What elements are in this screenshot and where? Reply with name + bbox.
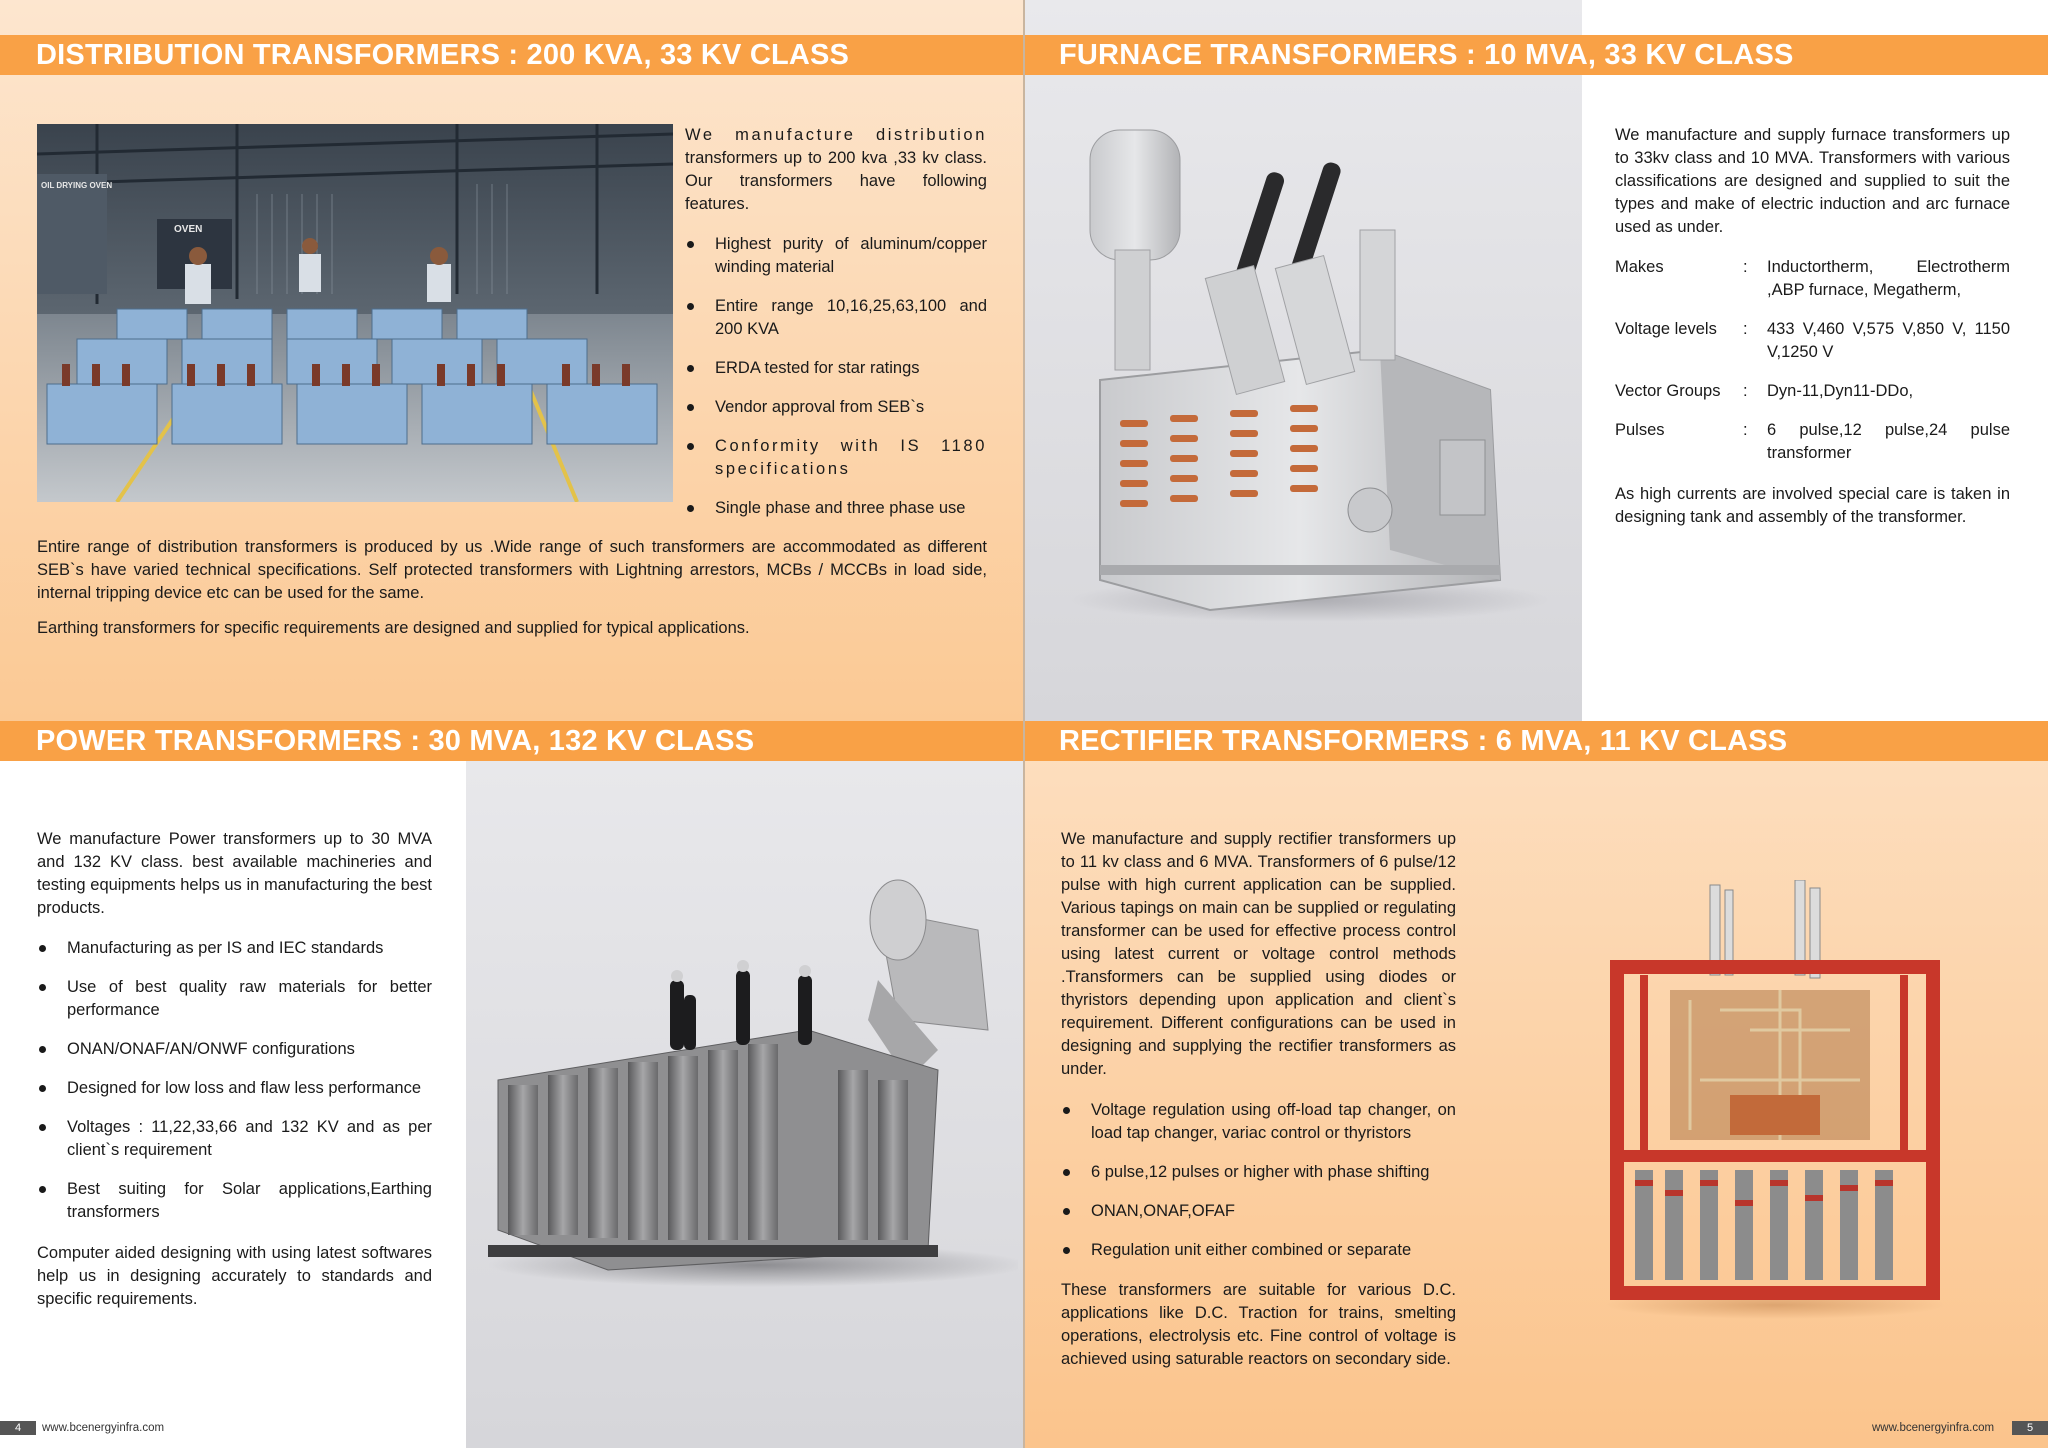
list-item: Manufacturing as per IS and IEC standards — [37, 937, 432, 960]
distribution-paragraph-1: Entire range of distribution transformers is produced by us .Wide range of such transformers are accommodated as different SEB`s have varied technical specifications. Self protected transformers with Lightning arrestors, MCBs / MCCBs in load side, internal tripping device etc can be used for the same. — [37, 538, 987, 602]
spec-value: 6 pulse,12 pulse,24 pulse transformer — [1767, 421, 2010, 462]
list-item: 6 pulse,12 pulses or higher with phase shifting — [1061, 1161, 1456, 1184]
spec-label: Vector Groups — [1615, 382, 1721, 400]
distribution-title: DISTRIBUTION TRANSFORMERS : 200 KVA, 33 KV CLASS — [36, 39, 850, 71]
furnace-title-bar — [1025, 35, 2048, 75]
list-item: Entire range 10,16,25,63,100 and 200 KVA — [685, 295, 987, 341]
distribution-features-list — [685, 233, 987, 536]
left-page-number: 4 — [0, 1421, 36, 1435]
list-item: ONAN,ONAF,OFAF — [1061, 1200, 1456, 1223]
rectifier-intro: We manufacture and supply rectifier transformers up to 11 kv class and 6 MVA. Transformers of 6 pulse/12 pulse with high current application can be supplied. Various tapings on main can be supplied or regulating transformer can be used for effective process control using latest current or voltage control methods .Transformers can be supplied using diodes or thyristors depending upon application and client`s requirement. Different configurations can be used in designing and supplying the rectifier transformers as under. — [1061, 830, 1456, 1078]
rectifier-closing: These transformers are suitable for various D.C. applications like D.C. Traction for trains, smelting operations, electrolysis etc. Fine control of voltage is achieved using saturable reactors on secondary side. — [1061, 1281, 1456, 1368]
power-title-bar — [0, 721, 1023, 761]
spec-row-pulses — [1615, 419, 2010, 465]
furnace-transformer-photo — [1060, 110, 1560, 630]
spec-label: Voltage levels — [1615, 320, 1717, 338]
power-intro: We manufacture Power transformers up to 30 MVA and 132 KV class. best available machineries and testing equipments helps us in manufacturing the best products. — [37, 830, 432, 917]
list-item: Designed for low loss and flaw less performance — [37, 1077, 432, 1100]
distribution-intro-line1: We manufacture distribution — [685, 126, 987, 144]
spec-label: Makes — [1615, 258, 1664, 276]
power-closing: Computer aided designing with using latest softwares help us in designing accurately to standards and specific requirements. — [37, 1244, 432, 1308]
list-item: ONAN/ONAF/AN/ONWF configurations — [37, 1038, 432, 1061]
list-item: Conformity with IS 1180 specifications — [685, 435, 987, 481]
spec-row-makes — [1615, 256, 2010, 302]
furnace-specs — [1615, 256, 2010, 481]
list-item: Vendor approval from SEB`s — [685, 396, 987, 419]
power-title: POWER TRANSFORMERS : 30 MVA, 132 KV CLASS — [36, 725, 755, 757]
distribution-intro-rest: transformers up to 200 kva ,33 kv class. Our transformers have following features. — [685, 149, 987, 213]
distribution-factory-photo — [37, 124, 673, 502]
spec-colon: : — [1743, 382, 1748, 400]
list-item: Voltage regulation using off-load tap changer, on load tap changer, variac control or thyristors — [1061, 1099, 1456, 1145]
furnace-title: FURNACE TRANSFORMERS : 10 MVA, 33 KV CLASS — [1059, 39, 1794, 71]
right-footer-url[interactable]: www.bcenergyinfra.com — [1872, 1422, 1995, 1434]
furnace-closing: As high currents are involved special care is taken in designing tank and assembly of the transformer. — [1615, 485, 2010, 526]
distribution-intro — [685, 124, 987, 216]
rectifier-transformer-photo — [1600, 880, 1950, 1320]
rectifier-features-list — [1061, 1099, 1456, 1278]
rectifier-title: RECTIFIER TRANSFORMERS : 6 MVA, 11 KV CLASS — [1059, 725, 1788, 757]
list-item: Voltages : 11,22,33,66 and 132 KV and as per client`s requirement — [37, 1116, 432, 1162]
right-page-number: 5 — [2012, 1421, 2048, 1435]
list-item: ERDA tested for star ratings — [685, 357, 987, 380]
spec-value: Inductortherm, Electrotherm ,ABP furnace, Megatherm, — [1767, 258, 2010, 299]
oil-drying-oven-sign: OIL DRYING OVEN — [41, 181, 113, 190]
spec-value: 433 V,460 V,575 V,850 V, 1150 V,1250 V — [1767, 320, 2010, 361]
left-footer-url[interactable]: www.bcenergyinfra.com — [42, 1422, 165, 1434]
rectifier-title-bar — [1025, 721, 2048, 761]
spec-colon: : — [1743, 258, 1748, 276]
spec-label: Pulses — [1615, 421, 1665, 439]
list-item: Highest purity of aluminum/copper winding material — [685, 233, 987, 279]
power-transformer-photo — [478, 870, 1018, 1300]
distribution-paragraph-2: Earthing transformers for specific requirements are designed and supplied for typical applications. — [37, 619, 750, 637]
list-item: Single phase and three phase use — [685, 497, 987, 520]
power-features-list — [37, 937, 432, 1240]
list-item: Regulation unit either combined or separate — [1061, 1239, 1456, 1262]
distribution-title-bar — [0, 35, 1023, 75]
list-item: Best suiting for Solar applications,Earthing transformers — [37, 1178, 432, 1224]
spec-value: Dyn-11,Dyn11-DDo, — [1767, 382, 1914, 400]
spec-colon: : — [1743, 320, 1748, 338]
oven-sign: OVEN — [174, 224, 203, 235]
list-item: Use of best quality raw materials for better performance — [37, 976, 432, 1022]
spec-row-voltage — [1615, 318, 2010, 364]
spec-row-vector-groups — [1615, 380, 2010, 403]
furnace-intro: We manufacture and supply furnace transformers up to 33kv class and 10 MVA. Transformers with various classifications are designed and supplied to suit the types and make of electric induction and arc furnace used as under. — [1615, 126, 2010, 236]
spec-colon: : — [1743, 421, 1748, 439]
